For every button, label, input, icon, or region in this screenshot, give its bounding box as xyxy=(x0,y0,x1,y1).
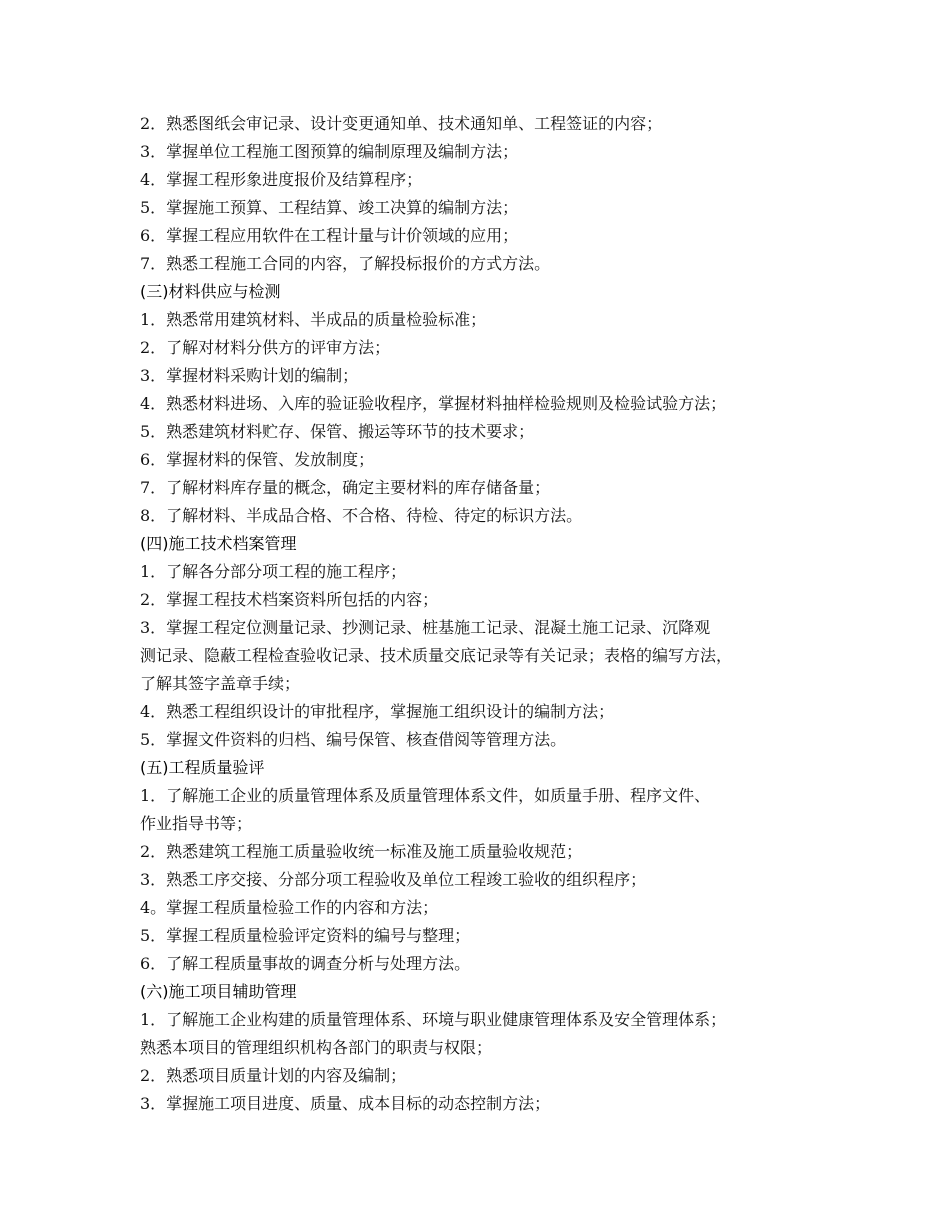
list-item: 5．掌握工程质量检验评定资料的编号与整理； xyxy=(140,926,471,945)
list-item-continuation: 测记录、隐蔽工程检查验收记录、技术质量交底记录等有关记录；表格的编写方法， xyxy=(140,646,733,665)
list-item: 3．掌握施工项目进度、质量、成本目标的动态控制方法； xyxy=(140,1094,551,1113)
list-item: 1．了解各分部分项工程的施工程序； xyxy=(140,562,407,581)
list-item: 4．掌握工程形象进度报价及结算程序； xyxy=(140,170,423,189)
list-item: 5．掌握施工预算、工程结算、竣工决算的编制方法； xyxy=(140,198,519,217)
list-item: 1．熟悉常用建筑材料、半成品的质量检验标准； xyxy=(140,310,487,329)
list-item: 3．熟悉工序交接、分部分项工程验收及单位工程竣工验收的组织程序； xyxy=(140,870,647,889)
section-heading-archives: (四)施工技术档案管理 xyxy=(140,534,297,553)
list-item: 1．了解施工企业的质量管理体系及质量管理体系文件，如质量手册、程序文件、 xyxy=(140,786,711,805)
list-item: 3．掌握单位工程施工图预算的编制原理及编制方法； xyxy=(140,142,519,161)
list-item: 8．了解材料、半成品合格、不合格、待检、待定的标识方法。 xyxy=(140,506,583,525)
list-item: 3．掌握工程定位测量记录、抄测记录、桩基施工记录、混凝土施工记录、沉降观 xyxy=(140,618,711,637)
list-item: 2．掌握工程技术档案资料所包括的内容； xyxy=(140,590,439,609)
list-item: 2．熟悉建筑工程施工质量验收统一标准及施工质量验收规范； xyxy=(140,842,583,861)
list-item: 2．熟悉项目质量计划的内容及编制； xyxy=(140,1066,407,1085)
list-item: 7．了解材料库存量的概念，确定主要材料的库存储备量； xyxy=(140,478,551,497)
list-item: 5．熟悉建筑材料贮存、保管、搬运等环节的技术要求； xyxy=(140,422,535,441)
list-item: 4。掌握工程质量检验工作的内容和方法； xyxy=(140,898,439,917)
section-heading-project-management: (六)施工项目辅助管理 xyxy=(140,982,297,1001)
list-item: 5．掌握文件资料的归档、编号保管、核查借阅等管理方法。 xyxy=(140,730,567,749)
list-item: 6．掌握工程应用软件在工程计量与计价领域的应用； xyxy=(140,226,519,245)
list-item: 2．了解对材料分供方的评审方法； xyxy=(140,338,391,357)
list-item-continuation: 作业指导书等； xyxy=(140,814,253,833)
list-item: 1．了解施工企业构建的质量管理体系、环境与职业健康管理体系及安全管理体系； xyxy=(140,1010,727,1029)
list-item-continuation: 了解其签字盖章手续； xyxy=(140,674,301,693)
list-item: 2．熟悉图纸会审记录、设计变更通知单、技术通知单、工程签证的内容； xyxy=(140,114,663,133)
list-item: 4．熟悉材料进场、入库的验证验收程序，掌握材料抽样检验规则及检验试验方法； xyxy=(140,394,727,413)
list-item-continuation: 熟悉本项目的管理组织机构各部门的职责与权限； xyxy=(140,1038,493,1057)
list-item: 4．熟悉工程组织设计的审批程序，掌握施工组织设计的编制方法； xyxy=(140,702,615,721)
section-heading-materials: (三)材料供应与检测 xyxy=(140,282,281,301)
section-heading-quality: (五)工程质量验评 xyxy=(140,758,265,777)
list-item: 6．了解工程质量事故的调查分析与处理方法。 xyxy=(140,954,471,973)
list-item: 7．熟悉工程施工合同的内容，了解投标报价的方式方法。 xyxy=(140,254,551,273)
document-body xyxy=(140,110,830,1118)
list-item: 3．掌握材料采购计划的编制； xyxy=(140,366,359,385)
list-item: 6．掌握材料的保管、发放制度； xyxy=(140,450,375,469)
